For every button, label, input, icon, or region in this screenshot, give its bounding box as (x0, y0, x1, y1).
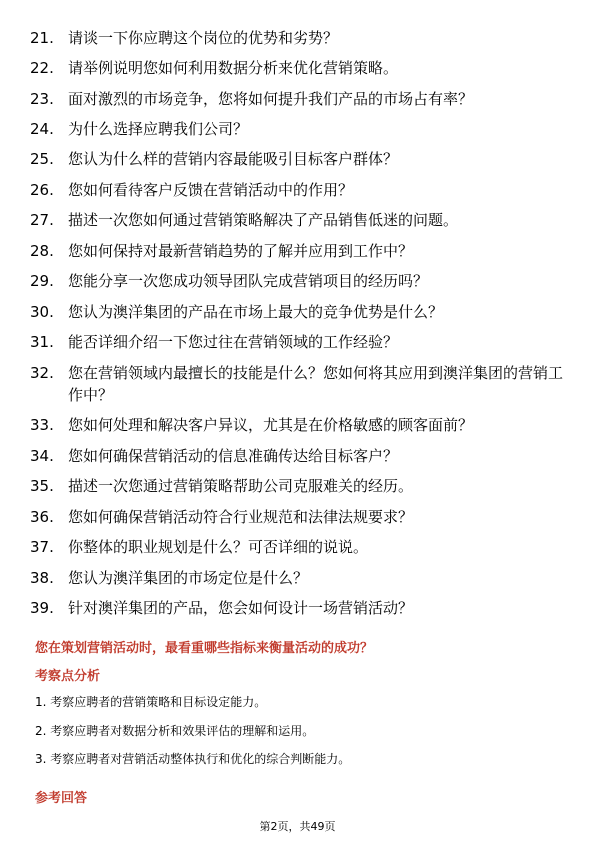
question-number: 25. (30, 150, 54, 168)
question-number: 39. (30, 599, 54, 617)
question-text: 您如何确保营销活动符合行业规范和法律法规要求？ (68, 508, 414, 526)
question-text: 针对澳洋集团的产品，您会如何设计一场营销活动？ (68, 599, 414, 617)
question-number: 28. (30, 242, 54, 260)
analysis-item: 1. 考察应聘者的营销策略和目标设定能力。 (35, 695, 267, 709)
question-text: 您认为什么样的营销内容最能吸引目标客户群体？ (68, 150, 399, 168)
question-item (30, 414, 575, 436)
question-text: 面对激烈的市场竞争，您将如何提升我们产品的市场占有率？ (68, 90, 474, 108)
question-text: 请谈一下你应聘这个岗位的优势和劣势？ (68, 29, 339, 47)
question-item (30, 536, 575, 558)
question-text: 您如何看待客户反馈在营销活动中的作用？ (68, 181, 354, 199)
question-item (30, 362, 575, 406)
analysis-item: 2. 考察应聘者对数据分析和效果评估的理解和运用。 (35, 724, 315, 738)
question-text: 描述一次您通过营销策略帮助公司克服难关的经历。 (68, 477, 414, 495)
question-text: 您认为澳洋集团的产品在市场上最大的竞争优势是什么？ (68, 303, 444, 321)
question-number: 37. (30, 538, 54, 556)
question-item (30, 445, 575, 467)
question-number: 27. (30, 211, 54, 229)
question-item (30, 331, 575, 353)
question-text: 您能分享一次您成功领导团队完成营销项目的经历吗？ (68, 272, 429, 290)
question-item (30, 179, 575, 201)
question-number: 38. (30, 569, 54, 587)
question-number: 34. (30, 447, 54, 465)
question-text: 您在营销领域内最擅长的技能是什么？您如何将其应用到澳洋集团的营销工作中？ (68, 364, 564, 404)
question-item (30, 209, 575, 231)
question-number: 33. (30, 416, 54, 434)
question-number: 35. (30, 477, 54, 495)
question-item (30, 240, 575, 262)
question-item (30, 270, 575, 292)
question-number: 31. (30, 333, 54, 351)
question-number: 23. (30, 90, 54, 108)
question-number: 36. (30, 508, 54, 526)
question-text: 你整体的职业规划是什么？可否详细的说说。 (68, 538, 369, 556)
question-number: 29. (30, 272, 54, 290)
reference-title: 参考回答 (35, 791, 88, 806)
question-item (30, 301, 575, 323)
analysis-item: 3. 考察应聘者对营销活动整体执行和优化的综合判断能力。 (35, 752, 351, 766)
question-item (30, 475, 575, 497)
question-item (30, 118, 575, 140)
question-item (30, 506, 575, 528)
question-text: 您如何保持对最新营销趋势的了解并应用到工作中？ (68, 242, 414, 260)
page-footer: 第2页，共49页 (259, 820, 336, 833)
question-number: 22. (30, 59, 54, 77)
question-item (30, 27, 575, 49)
question-item (30, 567, 575, 589)
question-number: 24. (30, 120, 54, 138)
question-text: 为什么选择应聘我们公司？ (68, 120, 249, 138)
question-number: 26. (30, 181, 54, 199)
question-number: 30. (30, 303, 54, 321)
question-text: 您如何确保营销活动的信息准确传达给目标客户？ (68, 447, 399, 465)
question-item (30, 148, 575, 170)
question-text: 您认为澳洋集团的市场定位是什么？ (68, 569, 309, 587)
question-item (30, 597, 575, 619)
highlight-question: 您在策划营销活动时，最看重哪些指标来衡量活动的成功？ (35, 641, 374, 656)
question-item (30, 88, 575, 110)
question-item (30, 57, 575, 79)
question-number: 32. (30, 364, 54, 382)
question-text: 请举例说明您如何利用数据分析来优化营销策略。 (68, 59, 399, 77)
question-text: 您如何处理和解决客户异议，尤其是在价格敏感的顾客面前？ (68, 416, 474, 434)
question-number: 21. (30, 29, 54, 47)
question-text: 能否详细介绍一下您过往在营销领域的工作经验？ (68, 333, 399, 351)
analysis-title: 考察点分析 (35, 669, 101, 684)
question-text: 描述一次您如何通过营销策略解决了产品销售低迷的问题。 (68, 211, 459, 229)
